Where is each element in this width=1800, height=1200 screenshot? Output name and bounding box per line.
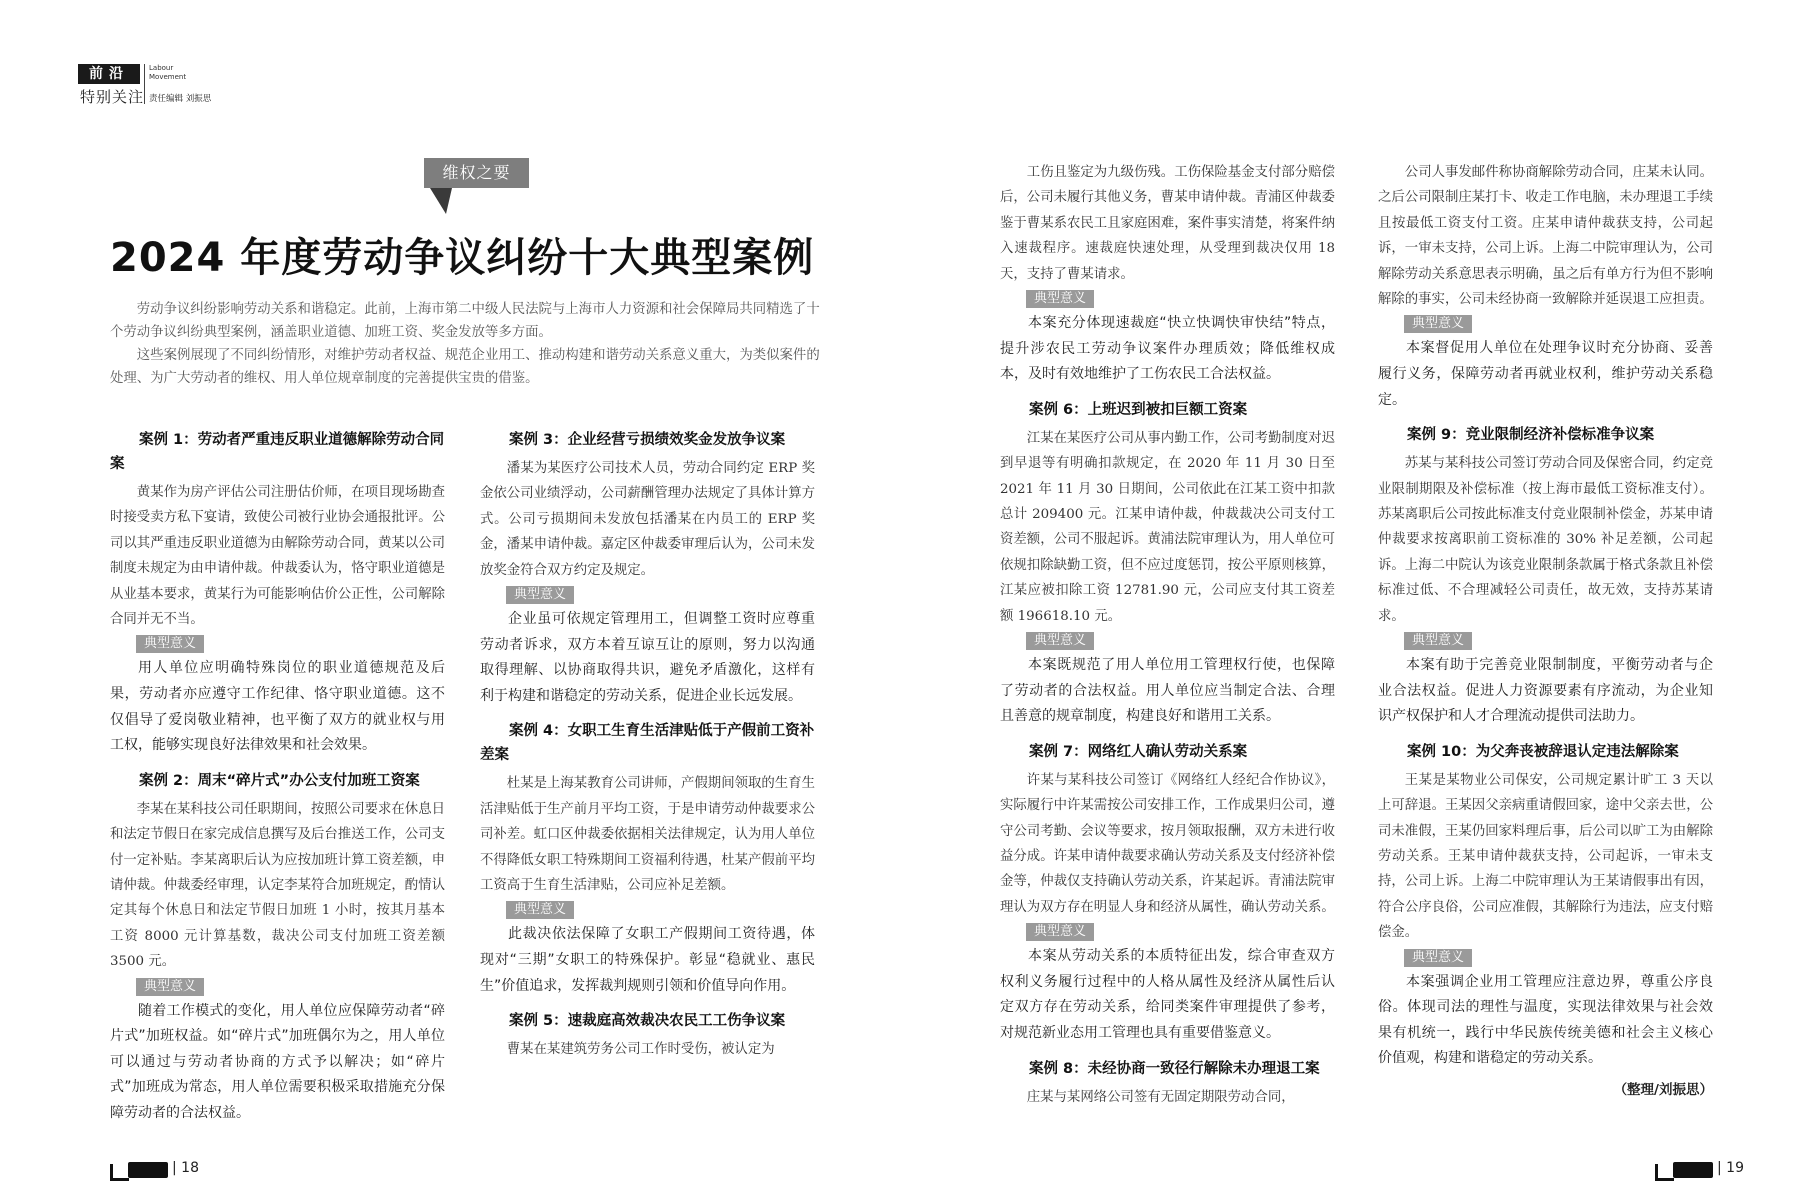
meaning-label: 典型意义	[1026, 632, 1094, 650]
right-page	[900, 0, 1800, 1200]
case-10-body: 王某是某物业公司保安，公司规定累计旷工 3 天以上可辞退。王某因父亲病重请假回家，途中父亲去世，公司未准假，王某仍回家料理后事，后公司以旷工为由解除劳动关系。王某申请仲裁获支持，公司起诉，一审未支持，公司上诉。上海二中院审理认为王某请假事出有因，符合公序良俗，公司应准假，其解除行为违法，应支付赔偿金。	[1378, 772, 1713, 941]
case-8-continued: 公司人事发邮件称协商解除劳动合同，庄某未认同。之后公司限制庄某打卡、收走工作电脑，未办理退工手续且按最低工资支付工资。庄某申请仲裁获支持，公司起诉，一审未支持，公司上诉。上海二中院审理认为，公司解除劳动关系意思表示明确，虽之后有单方行为但不影响解除的事实，公司未经协商一致解除并延误退工应担责。	[1378, 165, 1713, 308]
case-2-meaning: 随着工作模式的变化，用人单位应保障劳动者“碎片式”加班权益。如“碎片式”加班偶尔为之，用人单位可以通过与劳动者协商的方式予以解决；如“碎片式”加班成为常态，用人单位需要积极采取措施充分保障劳动者的合法权益。	[110, 1002, 445, 1122]
banner-ribbon-tail	[430, 188, 452, 214]
editor-credit: 责任编辑 刘振思	[149, 94, 212, 104]
section-english: Labour Movement	[149, 64, 187, 81]
section-tag: 前沿	[78, 64, 140, 84]
case-1-title: 案例 1：劳动者严重违反职业道德解除劳动合同案	[110, 432, 445, 472]
case-5-body: 曹某在某建筑劳务公司工作时受伤，被认定为	[506, 1042, 775, 1058]
case-10-meaning: 本案强调企业用工管理应注意边界，尊重公序良俗。体现司法的理性与温度，实现法律效果与社会效果有机统一，践行中华民族传统美德和社会主义核心价值观，构建和谐稳定的劳动关系。	[1378, 973, 1713, 1067]
case-5-meaning: 本案充分体现速裁庭“快立快调快审快结”特点，提升涉农民工劳动争议案件办理质效；降低维权成本，及时有效地维护了工伤农民工合法权益。	[1000, 315, 1335, 383]
intro-paragraph: 劳动争议纠纷影响劳动关系和谐稳定。此前，上海市第二中级人民法院与上海市人力资源和社会保障局共同精选了十个劳动争议纠纷典型案例，涵盖职业道德、加班工资、奖金发放等多方面。	[110, 302, 820, 340]
case-8-title: 案例 8：未经协商一致径行解除未办理退工案	[1029, 1060, 1320, 1077]
case-4-body: 杜某是上海某教育公司讲师，产假期间领取的生育生活津贴低于生产前月平均工资，于是申请劳动仲裁要求公司补差。虹口区仲裁委依据相关法律规定，认为用人单位不得降低女职工特殊期间工资福利待遇，杜某产假前平均工资高于生育生活津贴，公司应补足差额。	[480, 776, 815, 894]
topic-banner: 维权之要	[424, 158, 529, 188]
intro-paragraph: 这些案例展现了不同纠纷情形，对维护劳动者权益、规范企业用工、推动构建和谐劳动关系意义重大，为类似案件的处理、为广大劳动者的维权、用人单位规章制度的完善提供宝贵的借鉴。	[110, 348, 820, 386]
case-7-body: 许某与某科技公司签订《网络红人经纪合作协议》，实际履行中许某需按公司安排工作，工作成果归公司，遵守公司考勤、会议等要求，按月领取报酬，双方未进行收益分成。许某申请仲裁要求确认劳动关系及支付经济补偿金等，仲裁仅支持确认劳动关系，许某起诉。青浦法院审理认为双方存在明显人身和经济从属性，确认劳动关系。	[1000, 772, 1335, 915]
magazine-logo	[110, 1160, 168, 1182]
article-intro	[110, 298, 825, 390]
case-5-continued: 工伤且鉴定为九级伤残。工伤保险基金支付部分赔偿后，公司未履行其他义务，曹某申请仲裁。青浦区仲裁委鉴于曹某系农民工且家庭困难，案件事实清楚，将案件纳入速裁程序。速裁庭快速处理，从受理到裁决仅用 18 天，支持了曹某请求。	[1000, 165, 1335, 282]
meaning-label: 典型意义	[1026, 923, 1094, 941]
page-number: | 18	[172, 1160, 199, 1176]
meaning-label: 典型意义	[1404, 949, 1472, 967]
meaning-label: 典型意义	[1026, 290, 1094, 308]
case-2-title: 案例 2：周末“碎片式”办公支付加班工资案	[139, 772, 420, 789]
case-7-meaning: 本案从劳动关系的本质特征出发，综合审查双方权利义务履行过程中的人格从属性及经济从属性后认定双方存在劳动关系，给同类案件审理提供了参考，对规范新业态用工管理也具有重要借鉴意义。	[1000, 948, 1335, 1042]
column-1	[110, 428, 445, 1127]
meaning-label: 典型意义	[506, 586, 574, 604]
meaning-label: 典型意义	[506, 901, 574, 919]
case-1-meaning: 用人单位应明确特殊岗位的职业道德规范及后果，劳动者亦应遵守工作纪律、恪守职业道德。这不仅倡导了爱岗敬业精神，也平衡了双方的就业权与用工权，能够实现良好法律效果和社会效果。	[110, 660, 445, 754]
column-2	[480, 428, 815, 1063]
case-3-body: 潘某为某医疗公司技术人员，劳动合同约定 ERP 奖金依公司业绩浮动，公司薪酬管理办法规定了具体计算方式。公司亏损期间未发放包括潘某在内员工的 ERP 奖金，潘某申请仲裁。嘉定区仲裁委审理后认为，公司未发放奖金符合双方约定及规定。	[480, 461, 815, 578]
case-9-meaning: 本案有助于完善竞业限制制度，平衡劳动者与企业合法权益。促进人力资源要素有序流动，为企业知识产权保护和人才合理流动提供司法助力。	[1378, 657, 1713, 725]
article-title: 2024 年度劳动争议纠纷十大典型案例	[110, 235, 815, 281]
section-subtitle: 特别关注	[80, 88, 145, 106]
page-number: | 19	[1717, 1160, 1744, 1176]
case-6-meaning: 本案既规范了用人单位用工管理权行使，也保障了劳动者的合法权益。用人单位应当制定合法、合理且善意的规章制度，构建良好和谐用工关系。	[1000, 657, 1335, 725]
case-4-meaning: 此裁决依法保障了女职工产假期间工资待遇，体现对“三期”女职工的特殊保护。彰显“稳就业、惠民生”价值追求，发挥裁判规则引领和价值导向作用。	[480, 926, 815, 994]
case-9-title: 案例 9：竞业限制经济补偿标准争议案	[1407, 427, 1655, 444]
compiler-credit: （整理/刘振思）	[1613, 1082, 1713, 1099]
column-4	[1378, 160, 1713, 1098]
case-4-title: 案例 4：女职工生育生活津贴低于产假前工资补差案	[480, 723, 815, 764]
header-divider	[144, 64, 145, 104]
case-10-title: 案例 10：为父奔丧被辞退认定违法解除案	[1407, 743, 1679, 760]
magazine-logo	[1655, 1160, 1713, 1182]
case-8-body: 庄某与某网络公司签有无固定期限劳动合同，	[1026, 1089, 1295, 1105]
meaning-label: 典型意义	[1404, 632, 1472, 650]
case-6-body: 江某在某医疗公司从事内勤工作，公司考勤制度对迟到早退等有明确扣款规定，在 2020 年 11 月 30 日至 2021 年 11 月 30 日期间，公司依此在江某工资中扣款总计 209400 元。江某申请仲裁，仲裁裁决公司支付工资差额，公司不服起诉。黄浦法院审理认为，用人单位可依规扣除缺勤工资，但不应过度惩罚，按公平原则核算，江某应被扣除工资 12781.90 元，公司应支付其工资差额 196618.10 元。	[1000, 430, 1335, 624]
meaning-label: 典型意义	[136, 635, 204, 653]
case-9-body: 苏某与某科技公司签订劳动合同及保密合同，约定竞业限制期限及补偿标准（按上海市最低工资标准支付）。苏某离职后公司按此标准支付竞业限制补偿金，苏某申请仲裁要求按离职前工资标准的 30% 补足差额，公司起诉。上海二中院认为该竞业限制条款属于格式条款且补偿标准过低、不合理减轻公司责任，故无效，支持苏某请求。	[1378, 456, 1713, 624]
section-header	[78, 64, 253, 108]
case-6-title: 案例 6：上班迟到被扣巨额工资案	[1029, 401, 1248, 418]
column-3	[1000, 160, 1335, 1110]
case-3-title: 案例 3：企业经营亏损绩效奖金发放争议案	[509, 432, 786, 448]
case-2-body: 李某在某科技公司任职期间，按照公司要求在休息日和法定节假日在家完成信息撰写及后台推送工作，公司支付一定补贴。李某离职后认为应按加班计算工资差额，申请仲裁。仲裁委经审理，认定李某符合加班规定，酌情认定其每个休息日和法定节假日加班 1 小时，按其月基本工资 8000 元计算基数，裁决公司支付加班工资差额 3500 元。	[110, 801, 445, 970]
case-8-meaning: 本案督促用人单位在处理争议时充分协商、妥善履行义务，保障劳动者再就业权利，维护劳动关系稳定。	[1378, 340, 1713, 408]
meaning-label: 典型意义	[1404, 315, 1472, 333]
meaning-label: 典型意义	[136, 978, 204, 996]
case-5-title: 案例 5：速裁庭高效裁决农民工工伤争议案	[509, 1013, 786, 1030]
case-1-body: 黄某作为房产评估公司注册估价师，在项目现场勘查时接受卖方私下宴请，致使公司被行业协会通报批评。公司以其严重违反职业道德为由解除劳动合同，黄某以公司制度未规定为由申请仲裁。仲裁委认为，恪守职业道德是从业基本要求，黄某行为可能影响估价公正性，公司解除合同并无不当。	[110, 485, 445, 628]
case-7-title: 案例 7：网络红人确认劳动关系案	[1029, 743, 1248, 760]
case-3-meaning: 企业虽可依规定管理用工，但调整工资时应尊重劳动者诉求，双方本着互谅互让的原则，努力以沟通取得理解、以协商取得共识，避免矛盾激化，这样有利于构建和谐稳定的劳动关系，促进企业长远发展。	[480, 611, 815, 704]
